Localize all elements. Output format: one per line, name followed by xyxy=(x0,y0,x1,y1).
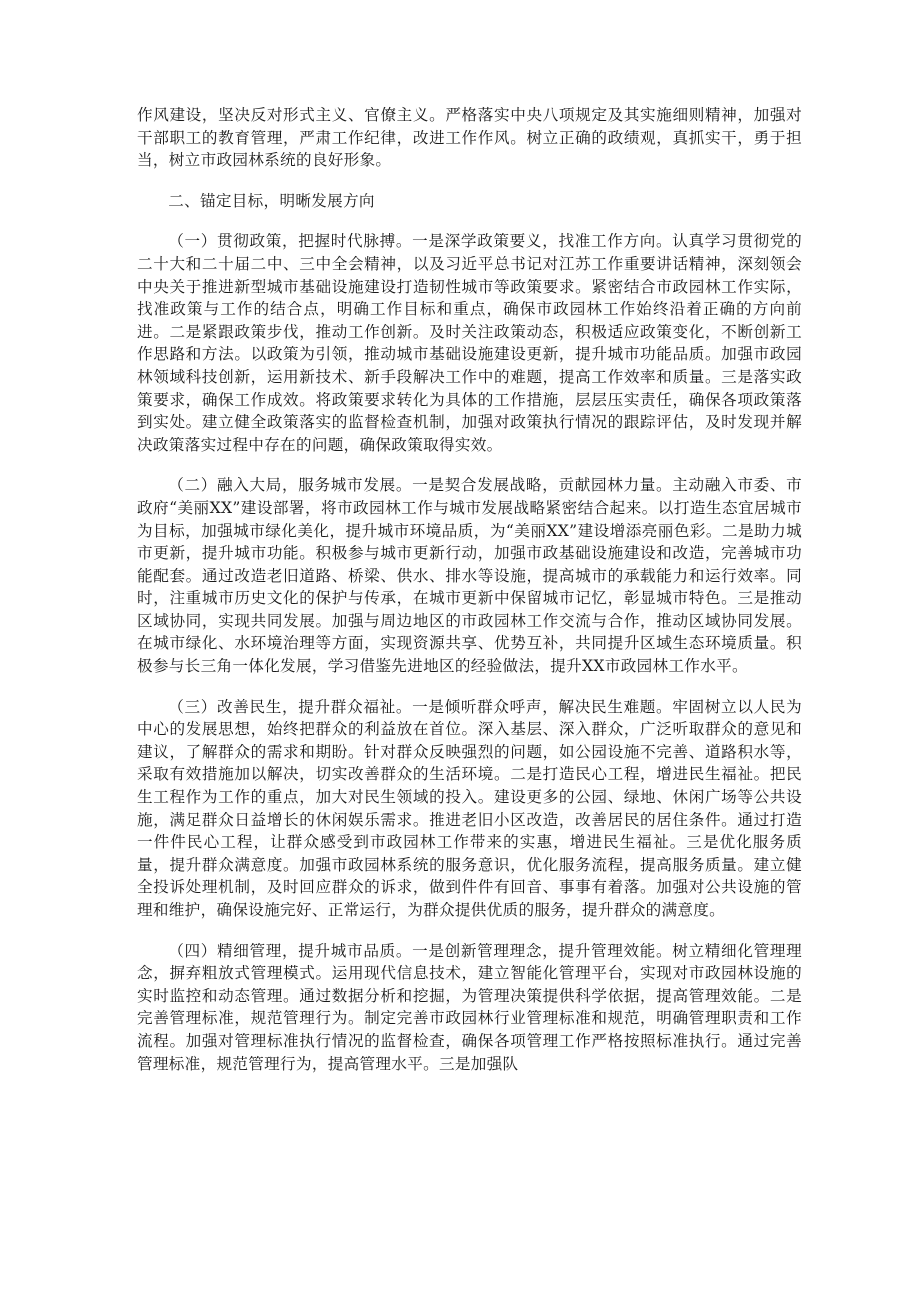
paragraph-fine-management: （四）精细管理，提升城市品质。一是创新管理理念，提升管理效能。树立精细化管理理念，摒弃粗放式管理模式。运用现代信息技术，建立智能化管理平台，实现对市政园林设施的实时监控和动态管理。通过数据分析和挖掘，为管理决策提供科学依据，提高管理效能。二是完善管理标准，规范管理行为。制定完善市政园林行业管理标准和规范，明确管理职责和工作流程。加强对管理标准执行情况的监督检查，确保各项管理工作严格按照标准执行。通过完善管理标准，规范管理行为，提高管理水平。三是加强队 xyxy=(137,941,802,1073)
paragraph-continuation: 作风建设，坚决反对形式主义、官僚主义。严格落实中央八项规定及其实施细则精神，加强对干部职工的教育管理，严肃工作纪律，改进工作作风。树立正确的政绩观，真抓实干，勇于担当，树立市政园林系统的良好形象。 xyxy=(137,106,802,170)
paragraph-livelihood: （三）改善民生，提升群众福祉。一是倾听群众呼声，解决民生难题。牢固树立以人民为中心的发展思想，始终把群众的利益放在首位。深入基层、深入群众，广泛听取群众的意见和建议，了解群众的需求和期盼。针对群众反映强烈的问题，如公园设施不完善、道路积水等，采取有效措施加以解决，切实改善群众的生活环境。二是打造民心工程，增进民生福祉。把民生工程作为工作的重点，加大对民生领域的投入。建设更多的公园、绿地、休闲广场等公共设施，满足群众日益增长的休闲娱乐需求。推进老旧小区改造，改善居民的居住条件。通过打造一件件民心工程，让群众感受到市政园林工作带来的实惠，增进民生福祉。三是优化服务质量，提升群众满意度。加强市政园林系统的服务意识，优化服务流程，提高服务质量。建立健全投诉处理机制，及时回应群众的诉求，做到件件有回音、事事有着落。加强对公共设施的管理和维护，确保设施完好、正常运行，为群众提供优质的服务，提升群众的满意度。 xyxy=(137,697,802,919)
section-heading: 二、锚定目标，明晰发展方向 xyxy=(168,191,375,210)
paragraph-city-development: （二）融入大局，服务城市发展。一是契合发展战略，贡献园林力量。主动融入市委、市政府“美丽XX”建设部署，将市政园林工作与城市发展战略紧密结合起来。以打造生态宜居城市为目标，加强城市绿化美化，提升城市环境品质，为“美丽XX”建设增添亮丽色彩。二是助力城市更新，提升城市功能。积极参与城市更新行动，加强市政基础设施建设和改造，完善城市功能配套。通过改造老旧道路、桥梁、供水、排水等设施，提高城市的承载能力和运行效率。同时，注重城市历史文化的保护与传承，在城市更新中保留城市记忆，彰显城市特色。三是推动区域协同，实现共同发展。加强与周边地区的市政园林工作交流与合作，推动区域协同发展。在城市绿化、水环境治理等方面，实现资源共享、优势互补，共同提升区域生态环境质量。积极参与长三角一体化发展，学习借鉴先进地区的经验做法，提升XX市政园林工作水平。 xyxy=(137,476,802,676)
paragraph-policy: （一）贯彻政策，把握时代脉搏。一是深学政策要义，找准工作方向。认真学习贯彻党的二十大和二十届二中、三中全会精神，以及习近平总书记对江苏工作重要讲话精神，深刻领会中央关于推进新型城市基础设施建设打造韧性城市等政策要求。紧密结合市政园林工作实际，找准政策与工作的结合点，明确工作目标和重点，确保市政园林工作始终沿着正确的方向前进。二是紧跟政策步伐，推动工作创新。及时关注政策动态，积极适应政策变化，不断创新工作思路和方法。以政策为引领，推动城市基础设施建设更新，提升城市功能品质。加强市政园林领域科技创新，运用新技术、新手段解决工作中的难题，提高工作效率和质量。三是落实政策要求，确保工作成效。将政策要求转化为具体的工作措施，层层压实责任，确保各项政策落到实处。建立健全政策落实的监督检查机制，加强对政策执行情况的跟踪评估，及时发现并解决政策落实过程中存在的问题，确保政策取得实效。 xyxy=(137,232,802,454)
